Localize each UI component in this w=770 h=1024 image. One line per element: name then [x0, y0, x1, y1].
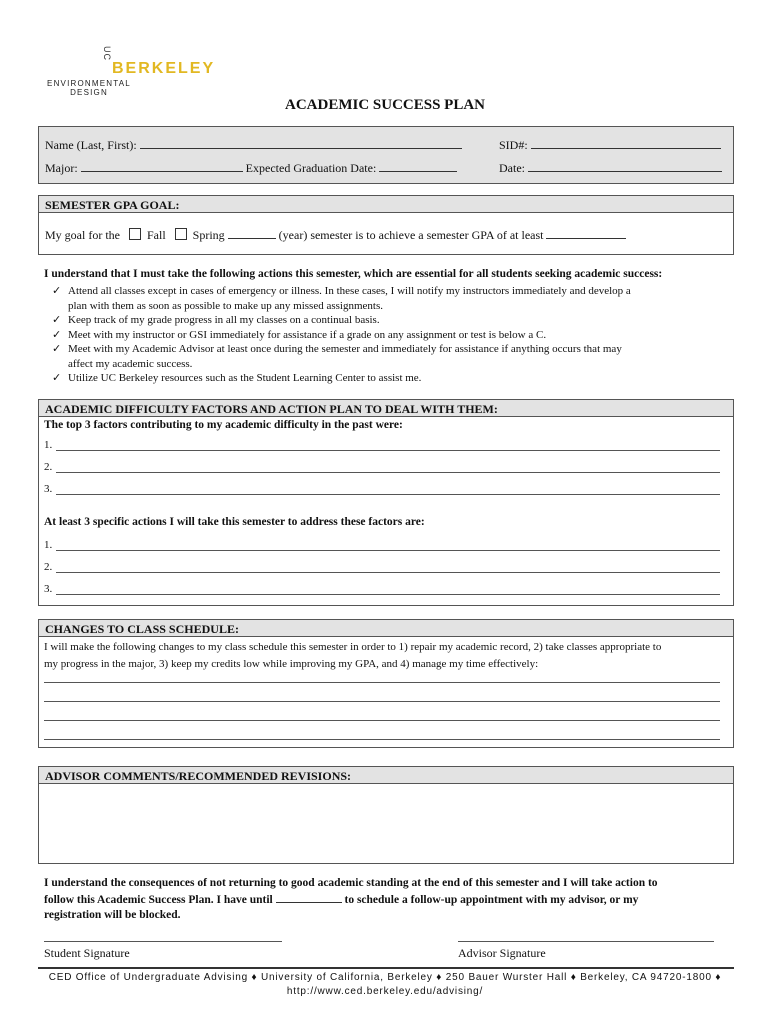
action-line-1[interactable] — [44, 539, 720, 551]
difficulty-heading: ACADEMIC DIFFICULTY FACTORS AND ACTION PLAN TO DEAL WITH THEM: — [38, 399, 734, 417]
major-label: Major: — [45, 161, 78, 175]
consequence-text — [44, 876, 658, 923]
schedule-line[interactable] — [44, 720, 720, 721]
logo-env-line1: ENVIRONMENTAL — [47, 79, 131, 88]
page-title: ACADEMIC SUCCESS PLAN — [284, 97, 486, 113]
footer-rule — [38, 967, 734, 969]
schedule-text-line1: I will make the following changes to my class schedule this semester in order to 1) repair my academic record, 2) take classes appropriate to — [44, 641, 662, 653]
schedule-line[interactable] — [44, 682, 720, 683]
action-number: 3. — [44, 583, 53, 595]
student-signature-line[interactable] — [44, 941, 282, 942]
factor-line-1[interactable] — [44, 439, 720, 451]
name-field[interactable] — [140, 137, 462, 149]
action-text: Utilize UC Berkeley resources such as the Student Learning Center to assist me. — [68, 372, 422, 384]
factor-line-3[interactable] — [44, 483, 720, 495]
action-field[interactable] — [56, 583, 720, 595]
gpa-heading: SEMESTER GPA GOAL: — [38, 195, 734, 213]
list-item — [44, 371, 734, 386]
date-row — [499, 160, 722, 176]
action-text: Keep track of my grade progress in all my classes on a continual basis. — [68, 314, 380, 326]
check-icon: ✓ — [52, 285, 62, 297]
advisor-signature-line[interactable] — [458, 941, 714, 942]
name-row — [45, 137, 462, 153]
schedule-line[interactable] — [44, 739, 720, 740]
list-item — [44, 313, 734, 328]
factor-line-2[interactable] — [44, 461, 720, 473]
factor-field[interactable] — [56, 439, 720, 451]
spring-label: Spring — [192, 228, 225, 242]
factor-number: 3. — [44, 483, 53, 495]
advisor-comments-field[interactable] — [38, 783, 734, 864]
gpa-goal-row — [45, 227, 626, 243]
action-line-3[interactable] — [44, 583, 720, 595]
advisor-signature-label: Advisor Signature — [458, 946, 546, 960]
gpa-goal-prefix: My goal for the — [45, 228, 120, 242]
student-info-box — [38, 126, 734, 184]
action-number: 1. — [44, 539, 53, 551]
check-icon: ✓ — [52, 328, 62, 341]
sid-field[interactable] — [531, 137, 721, 149]
action-text: Meet with my Academic Advisor at least once during the semester and immediately for assistance if anything occurs that may — [68, 343, 622, 355]
list-item — [44, 328, 734, 343]
gpa-target-field[interactable] — [546, 227, 626, 239]
factor-field[interactable] — [56, 461, 720, 473]
major-row — [45, 160, 457, 176]
schedule-heading: CHANGES TO CLASS SCHEDULE: — [38, 619, 734, 637]
sid-label: SID#: — [499, 138, 528, 152]
action-text: Meet with my instructor or GSI immediately for assistance if a grade on any assignment or test is below a C. — [68, 328, 547, 341]
action-text-cont: affect my academic success. — [68, 357, 193, 370]
consequence-line2 — [44, 891, 658, 908]
actions-heading: I understand that I must take the following actions this semester, which are essential for all students seeking academic success: — [44, 268, 663, 280]
list-item — [44, 342, 734, 371]
logo-uc: UC — [102, 46, 112, 61]
name-label: Name (Last, First): — [45, 138, 137, 152]
factor-number: 1. — [44, 439, 53, 451]
factors-heading: The top 3 factors contributing to my academic difficulty in the past were: — [44, 419, 403, 431]
fall-checkbox[interactable] — [129, 228, 141, 240]
schedule-text — [44, 639, 661, 673]
footer-url[interactable]: http://www.ced.berkeley.edu/advising/ — [286, 986, 484, 997]
date-field[interactable] — [528, 160, 722, 172]
list-item — [44, 284, 734, 313]
logo-env-design — [44, 79, 134, 97]
actions-list — [44, 284, 734, 386]
sid-row — [499, 137, 721, 153]
schedule-text-line2: my progress in the major, 3) keep my credits low while improving my GPA, and 4) manage my time effectively: — [44, 658, 539, 670]
check-icon: ✓ — [52, 314, 62, 326]
factor-field[interactable] — [56, 483, 720, 495]
check-icon: ✓ — [52, 372, 62, 384]
consequence-line3: registration will be blocked. — [44, 909, 181, 921]
year-field[interactable] — [228, 227, 276, 239]
action-field[interactable] — [56, 561, 720, 573]
followup-date-field[interactable] — [276, 891, 342, 903]
footer — [0, 971, 770, 999]
footer-address: CED Office of Undergraduate Advising ♦ University of California, Berkeley ♦ 250 Bauer Wurster Hall ♦ Berkeley, CA 94720-1800 ♦ — [48, 972, 722, 983]
gpa-goal-mid: (year) semester is to achieve a semester GPA of at least — [278, 228, 544, 242]
fall-label: Fall — [146, 228, 166, 242]
factor-number: 2. — [44, 461, 53, 473]
advisor-heading: ADVISOR COMMENTS/RECOMMENDED REVISIONS: — [38, 766, 734, 784]
gpa-box — [38, 212, 734, 255]
grad-date-field[interactable] — [379, 160, 457, 172]
spring-checkbox[interactable] — [175, 228, 187, 240]
consequence-line1: I understand the consequences of not returning to good academic standing at the end of this semester and I will take action to — [44, 877, 658, 889]
major-field[interactable] — [81, 160, 243, 172]
schedule-line[interactable] — [44, 701, 720, 702]
plan-actions-heading: At least 3 specific actions I will take this semester to address these factors are: — [44, 516, 425, 528]
action-line-2[interactable] — [44, 561, 720, 573]
logo-env-line2: DESIGN — [70, 88, 108, 97]
date-label: Date: — [499, 161, 525, 175]
action-text: Attend all classes except in cases of emergency or illness. In these cases, I will notify my instructors immediately and develop a — [68, 285, 631, 297]
action-field[interactable] — [56, 539, 720, 551]
consequence-line2-b: to schedule a follow-up appointment with my advisor, or my — [344, 894, 639, 906]
action-number: 2. — [44, 561, 53, 573]
grad-label: Expected Graduation Date: — [245, 161, 377, 175]
logo-berkeley: BERKELEY — [112, 60, 216, 77]
consequence-line2-a: follow this Academic Success Plan. I have until — [44, 894, 273, 906]
student-signature-label: Student Signature — [44, 946, 130, 960]
action-text-cont: plan with them as soon as possible to make up any missed assignments. — [68, 299, 383, 312]
check-icon: ✓ — [52, 343, 62, 355]
